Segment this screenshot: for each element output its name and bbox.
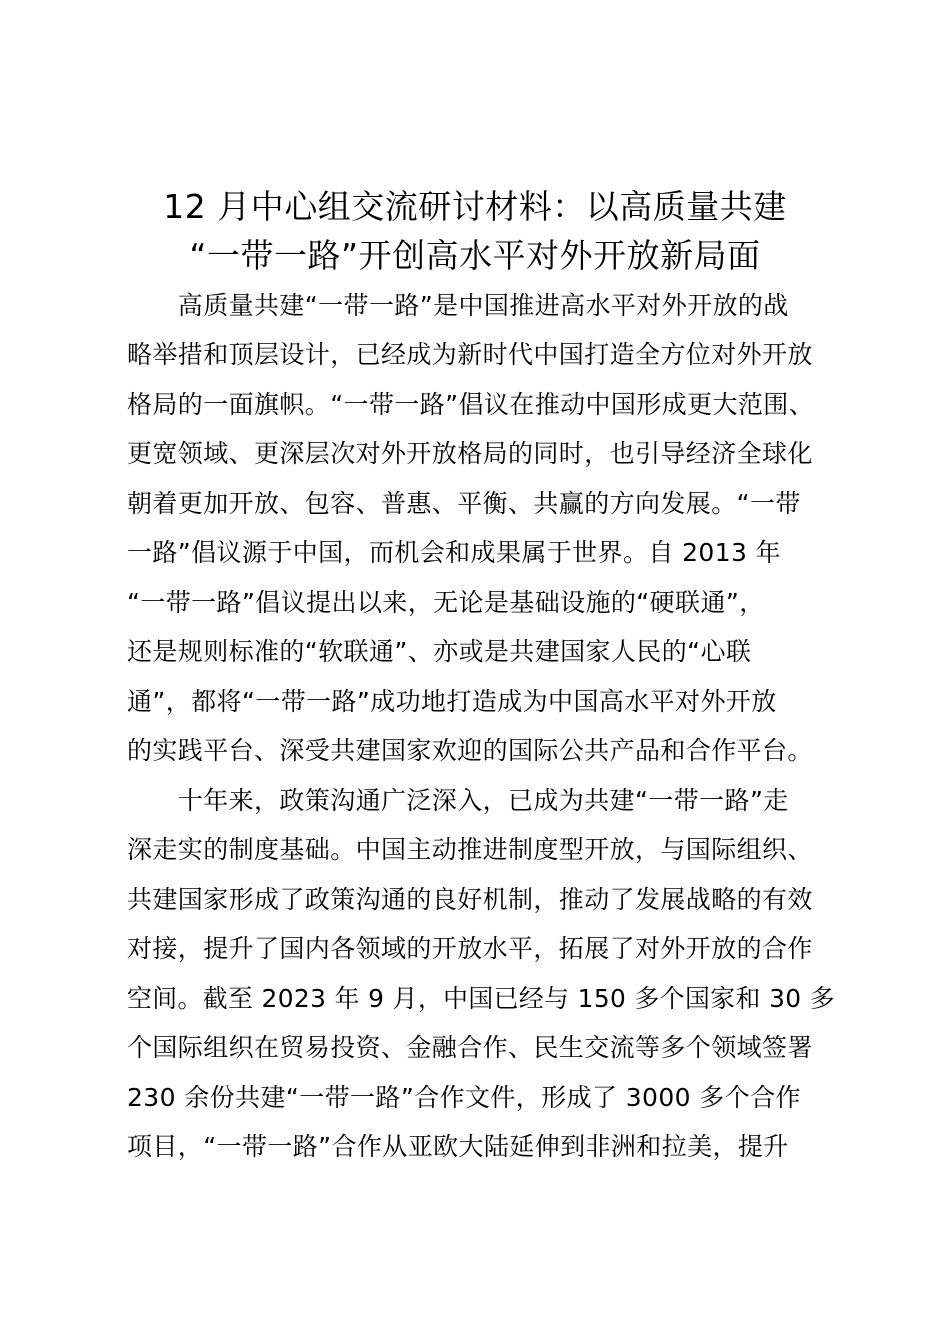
body-text-line: 高质量共建“一带一路”是中国推进高水平对外开放的战 bbox=[127, 291, 789, 320]
document-title-line-1: 12 月中心组交流研讨材料：以高质量共建 bbox=[163, 187, 787, 226]
body-text-line: “一带一路”倡议提出以来，无论是基础设施的“硬联通”， bbox=[127, 588, 765, 617]
body-text-line: 230 余份共建“一带一路”合作文件，形成了 3000 多个合作 bbox=[127, 1083, 801, 1112]
body-text-line: 项目，“一带一路”合作从亚欧大陆延伸到非洲和拉美，提升 bbox=[127, 1132, 789, 1161]
body-text-line: 还是规则标准的“软联通”、亦或是共建国家人民的“心联 bbox=[127, 637, 752, 666]
body-text-line: 朝着更加开放、包容、普惠、平衡、共赢的方向发展。“一带 bbox=[127, 489, 801, 518]
body-text-line: 更宽领域、更深层次对外开放格局的同时，也引导经济全球化 bbox=[127, 439, 813, 468]
body-text-line: 个国际组织在贸易投资、金融合作、民生交流等多个领域签署 bbox=[127, 1033, 813, 1062]
body-text-line: 十年来，政策沟通广泛深入，已成为共建“一带一路”走 bbox=[127, 786, 789, 815]
document-title-line-2: “一带一路”开创高水平对外开放新局面 bbox=[189, 236, 761, 275]
body-text-line: 通”，都将“一带一路”成功地打造成为中国高水平对外开放 bbox=[127, 687, 777, 716]
body-text-line: 格局的一面旗帜。“一带一路”倡议在推动中国形成更大范围、 bbox=[127, 390, 815, 419]
body-text-line: 的实践平台、深受共建国家欢迎的国际公共产品和合作平台。 bbox=[127, 736, 813, 765]
body-text-line: 深走实的制度基础。中国主动推进制度型开放，与国际组织、 bbox=[127, 835, 813, 864]
body-text-line: 一路”倡议源于中国，而机会和成果属于世界。自 2013 年 bbox=[127, 538, 782, 567]
body-text-line: 共建国家形成了政策沟通的良好机制，推动了发展战略的有效 bbox=[127, 885, 813, 914]
body-text-line: 略举措和顶层设计，已经成为新时代中国打造全方位对外开放 bbox=[127, 340, 813, 369]
body-text-line: 对接，提升了国内各领域的开放水平，拓展了对外开放的合作 bbox=[127, 934, 813, 963]
body-text-line: 空间。截至 2023 年 9 月，中国已经与 150 多个国家和 30 多 bbox=[127, 984, 836, 1013]
